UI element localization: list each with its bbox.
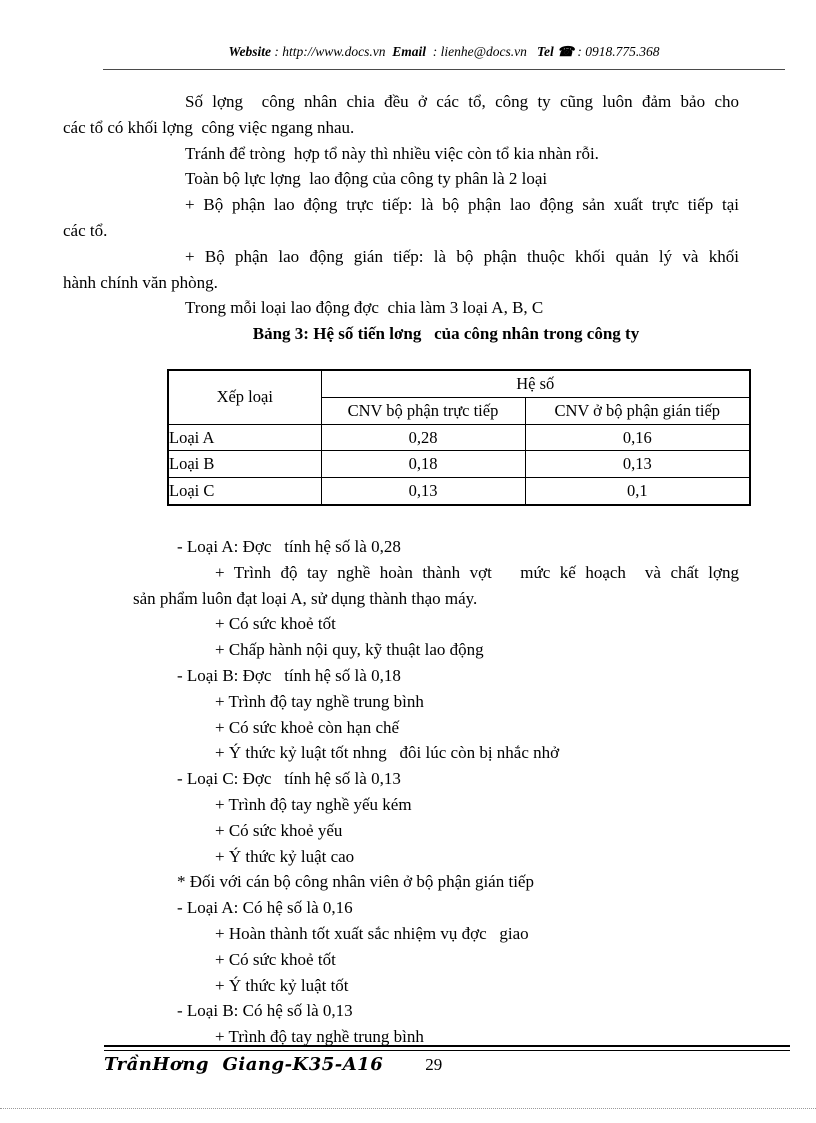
list-line: - Loại A: Có hệ số là 0,16 (177, 898, 353, 918)
bottom-dotted-line (0, 1108, 816, 1109)
table-row (168, 478, 750, 505)
table-cell-indirect: 0,16 (525, 424, 750, 451)
table-cell-label: Loại C (168, 478, 321, 505)
table-cell-direct: 0,18 (321, 451, 525, 478)
list-line: - Loại B: Có hệ số là 0,13 (177, 1001, 353, 1021)
list-line: - Loại C: Đợc tính hệ số là 0,13 (177, 769, 401, 789)
table-cell-label: Loại A (168, 424, 321, 451)
table-cell-label: Loại B (168, 451, 321, 478)
paragraph-line: hành chính văn phòng. (63, 272, 218, 292)
table-header-indirect: CNV ở bộ phận gián tiếp (525, 397, 750, 424)
table-row (168, 451, 750, 478)
list-line: - Loại B: Đợc tính hệ số là 0,18 (177, 665, 401, 685)
table-header-direct: CNV bộ phận trực tiếp (321, 397, 525, 424)
list-line: * Đối với cán bộ công nhân viên ở bộ phận gián tiếp (177, 872, 534, 892)
table-header-row-1 (168, 370, 750, 397)
list-line: + Trình độ tay nghề hoàn thành vợt mức kế hoạch và chất lợng (215, 562, 739, 582)
list-line: + Có sức khoẻ yếu (215, 820, 343, 840)
header-value: : 0918.775.368 (573, 44, 660, 59)
header-label: Email (392, 44, 427, 59)
paragraph-line: Toàn bộ lực lợng lao động của công ty phân là 2 loại (185, 169, 548, 189)
list-line: + Trình độ tay nghề trung bình (215, 691, 424, 711)
list-line: + Ý thức kỷ luật tốt (215, 975, 349, 995)
paragraph-line: Số lợng công nhân chia đều ở các tổ, công ty cũng luôn đảm bảo cho (185, 92, 739, 111)
table-cell-indirect: 0,13 (525, 451, 750, 478)
table-row (168, 424, 750, 451)
criteria-list (133, 534, 739, 1050)
footer-author: TrầnHơng Giang-K35-A16 (104, 1054, 384, 1075)
table-cell-direct: 0,28 (321, 424, 525, 451)
footer-rule (104, 1045, 790, 1051)
list-line: + Có sức khoẻ tốt (215, 614, 336, 634)
list-line: + Trình độ tay nghề yếu kém (215, 794, 412, 814)
table-header-classification: Xếp loại (168, 370, 321, 424)
table-header-coefficient: Hệ số (321, 370, 750, 397)
list-line: + Hoàn thành tốt xuất sắc nhiệm vụ đợc giao (215, 923, 529, 943)
list-line: sản phẩm luôn đạt loại A, sử dụng thành thạo máy. (133, 588, 478, 608)
paragraph-line: Trong mỗi loại lao động đợc chia làm 3 loại A, B, C (185, 298, 544, 318)
table-title: Bảng 3: Hệ số tiến lơng của công nhân trong công ty (252, 324, 640, 344)
list-line: + Chấp hành nội quy, kỹ thuật lao động (215, 640, 484, 660)
list-line: + Ý thức kỷ luật cao (215, 846, 355, 866)
table-body (168, 424, 750, 505)
table-cell-direct: 0,13 (321, 478, 525, 505)
paragraph-line: các tổ. (63, 220, 108, 240)
page-footer (104, 1045, 790, 1075)
page-content (63, 89, 739, 1050)
header-label: Website (228, 44, 271, 59)
paragraph-line: + Bộ phận lao động gián tiếp: là bộ phận thuộc khối quản lý và khối (185, 246, 739, 266)
table-cell-indirect: 0,1 (525, 478, 750, 505)
header-value: : lienhe@docs.vn (426, 44, 538, 59)
phone-icon: ☎ (557, 44, 574, 59)
header-value: : http://www.docs.vn (271, 44, 393, 59)
list-line: + Ý thức kỷ luật tốt nhng đôi lúc còn bị nhắc nhở (215, 743, 560, 763)
body-text (63, 89, 739, 321)
paragraph-line: Tránh để tròng hợp tổ này thì nhiều việc còn tổ kia nhàn rỗi. (185, 143, 599, 163)
paragraph-line: + Bộ phận lao động trực tiếp: là bộ phận lao động sản xuất trực tiếp tại (185, 195, 739, 215)
list-line: - Loại A: Đợc tính hệ số là 0,28 (177, 536, 401, 556)
coefficient-table (167, 369, 751, 506)
list-line: + Có sức khoẻ tốt (215, 949, 336, 969)
footer-page-number: 29 (425, 1055, 443, 1074)
list-line: + Có sức khoẻ còn hạn chế (215, 717, 400, 737)
page-header (103, 44, 785, 70)
paragraph-line: các tổ có khối lợng công việc ngang nhau. (63, 117, 355, 137)
footer-row (104, 1054, 790, 1075)
header-label: Tel (537, 44, 554, 59)
list-line: + Trình độ tay nghề trung bình (215, 1027, 424, 1047)
